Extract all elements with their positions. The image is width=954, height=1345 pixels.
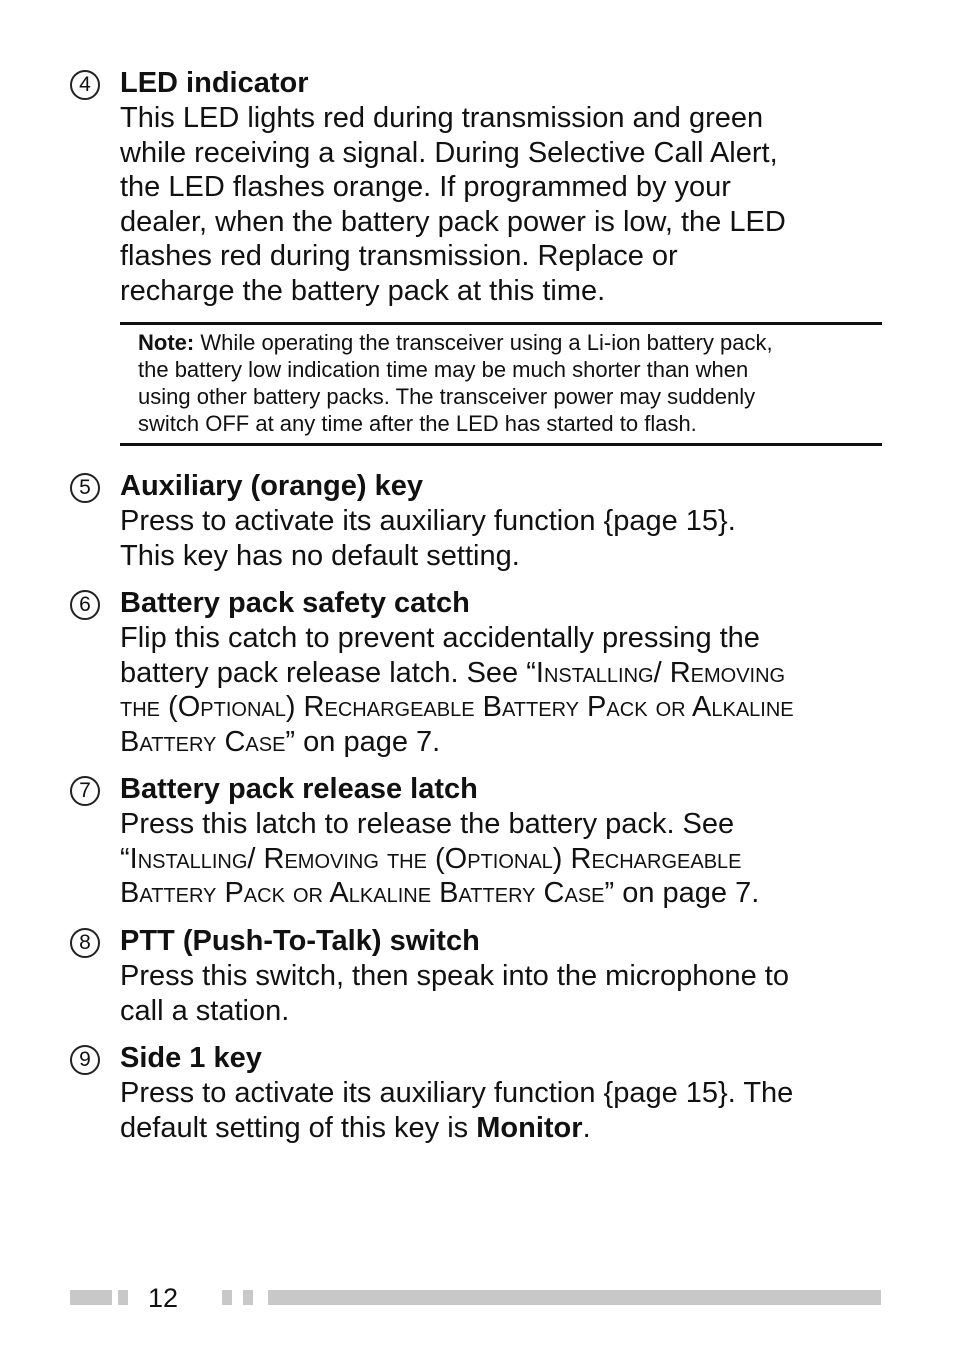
body-line: Press this latch to release the battery pack. See bbox=[120, 808, 735, 840]
reference-title: Installing/ Removing the (Optional) Rechargeable bbox=[129, 842, 742, 875]
body-line: This key has no default setting. bbox=[120, 539, 520, 572]
body-line: flashes red during transmission. Replace or bbox=[120, 240, 678, 272]
item-title: PTT (Push-To-Talk) switch bbox=[120, 925, 480, 957]
note-text: While operating the transceiver using a Li-ion battery pack, bbox=[194, 330, 773, 355]
item-body bbox=[120, 959, 890, 1028]
text: “ bbox=[120, 842, 130, 875]
item-number: 8 bbox=[70, 928, 100, 958]
item-title: Battery pack safety catch bbox=[120, 587, 470, 619]
body-line bbox=[120, 656, 890, 691]
note-box bbox=[120, 322, 882, 446]
body-line bbox=[120, 1111, 890, 1146]
body-line: recharge the battery pack at this time. bbox=[120, 274, 606, 307]
body-line: the LED flashes orange. If programmed by your bbox=[120, 171, 731, 203]
item-title: Auxiliary (orange) key bbox=[120, 470, 423, 502]
footer-bar-right bbox=[268, 1290, 881, 1305]
item-number: 7 bbox=[70, 776, 100, 806]
reference-title: Installing/ Removing bbox=[535, 656, 786, 689]
item-title: LED indicator bbox=[120, 67, 309, 99]
body-line bbox=[120, 876, 890, 911]
note-line: switch OFF at any time after the LED has started to flash. bbox=[138, 411, 697, 436]
body-line: call a station. bbox=[120, 994, 290, 1027]
note-line: the battery low indication time may be much shorter than when bbox=[138, 357, 749, 382]
body-line: Press this switch, then speak into the microphone to bbox=[120, 960, 789, 992]
note-line: using other battery packs. The transceiver power may suddenly bbox=[138, 384, 756, 409]
item-title: Battery pack release latch bbox=[120, 773, 478, 805]
body-line: while receiving a signal. During Selective Call Alert, bbox=[120, 136, 778, 169]
setting-name: Monitor bbox=[476, 1111, 583, 1144]
body-line: Press to activate its auxiliary function {page 15}. The bbox=[120, 1077, 794, 1109]
item-body bbox=[120, 807, 890, 911]
reference-title: Battery Case bbox=[120, 725, 286, 758]
page-number: 12 bbox=[148, 1283, 179, 1313]
text: default setting of this key is bbox=[120, 1111, 477, 1144]
item-number: 5 bbox=[70, 473, 100, 503]
text: . bbox=[582, 1111, 591, 1144]
reference-title: Battery Pack or Alkaline Battery Case bbox=[120, 877, 605, 909]
text: ” on page 7. bbox=[285, 725, 441, 758]
footer-bar-left bbox=[70, 1290, 112, 1305]
footer-bar-square bbox=[118, 1290, 128, 1305]
text: ” on page 7. bbox=[604, 877, 760, 909]
note-label: Note: bbox=[138, 330, 195, 355]
footer-bar-square bbox=[243, 1290, 253, 1305]
item-number: 4 bbox=[70, 70, 100, 100]
body-line: dealer, when the battery pack power is low, the LED bbox=[120, 205, 786, 238]
item-number: 6 bbox=[70, 590, 100, 620]
item-body bbox=[120, 621, 890, 759]
body-line bbox=[120, 842, 890, 877]
body-line: This LED lights red during transmission and green bbox=[120, 102, 764, 134]
note-line bbox=[138, 329, 773, 356]
text: battery pack release latch. See “ bbox=[120, 656, 536, 689]
item-body bbox=[120, 504, 890, 573]
item-number: 9 bbox=[70, 1045, 100, 1075]
body-line bbox=[120, 725, 890, 760]
footer-bar-square bbox=[222, 1290, 232, 1305]
item-body bbox=[120, 1076, 890, 1145]
item-body bbox=[120, 101, 890, 308]
body-line: Press to activate its auxiliary function {page 15}. bbox=[120, 505, 736, 537]
item-title: Side 1 key bbox=[120, 1042, 262, 1074]
body-line: Flip this catch to prevent accidentally pressing the bbox=[120, 622, 760, 654]
reference-title: the (Optional) Rechargeable Battery Pack or Alkaline bbox=[120, 691, 794, 723]
